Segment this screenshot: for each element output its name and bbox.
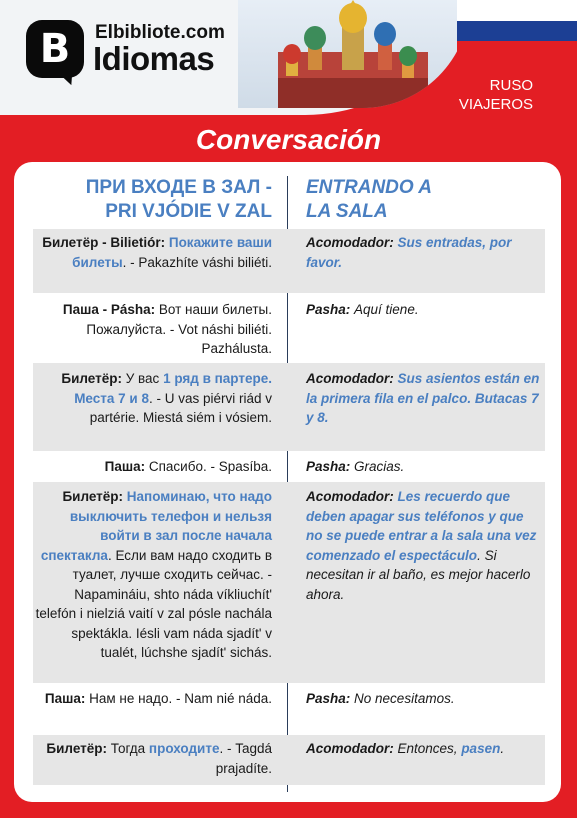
russian-line: [33, 739, 272, 778]
highlighted-phrase: Sus entradas, por favor.: [306, 235, 512, 270]
highlighted-phrase: проходите: [148, 741, 220, 756]
spanish-line: [306, 300, 540, 320]
highlighted-phrase: Напоминаю, что надо выключить телефон и нельзя войти в зал после начала спектакла: [40, 489, 272, 563]
dialogue-text: Вот наши билеты. Пожалуйста. - Vot náshi biliéti. Pazhálusta.: [86, 302, 272, 356]
speaker-name: Билетёр:: [61, 371, 126, 386]
speaker-name: Паша:: [104, 459, 149, 474]
russian-line: [33, 457, 272, 477]
moscow-cathedral-image: [238, 0, 470, 108]
dialogue-text: . Если вам надо сходить в туалет, лучше сходить сейчас. - Napamináiu, shto náda víkliuchít' telefón i nielziá vaití v zal pósle nachála spektákla. Iésli vam náda sjadít' v tualét, lúchshe sjadít' sichás.: [35, 547, 272, 660]
dialogue-text: Тогда: [110, 741, 149, 756]
speaker-name: Паша - Pásha:: [62, 302, 159, 317]
dialogue-row-3: [33, 363, 545, 451]
speaker-name: Acomodador:: [306, 489, 398, 504]
logo-speech-tail: [57, 69, 76, 88]
spanish-column-heading: [306, 176, 432, 224]
dialogue-text: Спасибо. - Spasíba.: [148, 459, 272, 474]
dialogue-text: Aquí tiene.: [354, 302, 419, 317]
brand-name: Idiomas: [93, 40, 215, 77]
russian-flag-icon: [457, 0, 577, 62]
speaker-name: Acomodador:: [306, 235, 398, 250]
speaker-name: Паша:: [44, 691, 90, 706]
logo-letter: B: [39, 26, 71, 72]
dialogue-row-6: [33, 685, 545, 733]
dialogue-row-1: [33, 229, 545, 293]
speaker-name: Acomodador:: [306, 741, 398, 756]
russian-heading-line2: PRI VJÓDIE V ZAL: [105, 201, 272, 222]
spanish-line: [306, 487, 540, 604]
russian-line: [33, 369, 272, 428]
speaker-name: Pasha:: [306, 459, 355, 474]
dialogue-row-4: [33, 453, 545, 480]
spanish-line: [306, 457, 540, 477]
speaker-name: Билетёр:: [46, 741, 111, 756]
dialogue-text: У вас: [125, 371, 164, 386]
spanish-heading-line1: ENTRANDO A: [306, 177, 432, 198]
dialogue-text: Entonces,: [397, 741, 462, 756]
header: [0, 0, 577, 120]
spanish-line: [306, 739, 540, 759]
spanish-line: [306, 233, 540, 272]
speaker-name: Acomodador:: [306, 371, 398, 386]
dialogue-row-2: [33, 295, 545, 361]
spanish-line: [306, 689, 540, 709]
dialogue-text: Нам не надо. - Nam nié náda.: [89, 691, 272, 706]
dialogue-text: . - U vas piérvi riád v partérie. Miestá siém i vósiem.: [89, 390, 272, 425]
logo-icon: [26, 20, 84, 78]
dialogue-text: . - Tagdá prajadíte.: [215, 741, 272, 776]
russian-line: [33, 689, 272, 709]
flag-stripe-white: [457, 0, 577, 21]
language-tag: RUSO: [489, 77, 533, 94]
speaker-name: Pasha:: [306, 691, 355, 706]
dialogue-row-7: [33, 735, 545, 785]
highlighted-phrase: Sus asientos están en la primera fila en el palco. Butacas 7 y 8.: [306, 371, 540, 425]
russian-line: [33, 300, 272, 359]
dialogue-row-5: [33, 482, 545, 683]
page-title: Conversación: [195, 124, 382, 155]
speaker-name: Билетёр:: [62, 489, 127, 504]
dialogue-text: No necesitamos.: [354, 691, 455, 706]
flag-stripe-red: [457, 41, 577, 62]
dialogue-text: . - Pakazhíte váshi biliéti.: [122, 254, 272, 270]
speaker-name: Pasha:: [306, 302, 355, 317]
dialogue-text: .: [500, 741, 505, 756]
russian-heading-line1: ПРИ ВХОДЕ В ЗАЛ -: [85, 177, 272, 198]
dialogue-text: . Si necesitan ir al baño, es mejor hacerlo ahora.: [306, 547, 531, 602]
highlighted-phrase: pasen: [461, 741, 501, 756]
spanish-line: [306, 369, 540, 428]
flag-stripe-blue: [457, 21, 577, 42]
highlighted-phrase: Les recuerdo que deben apagar sus teléfonos y que no se puede entrar a la sala una vez comenzado el espectáculo: [306, 489, 537, 563]
russian-line: [33, 233, 272, 272]
highlighted-phrase: Покажите ваши билеты: [72, 235, 272, 270]
site-name: Elbibliote.com: [95, 22, 225, 43]
dialogue-text: Gracias.: [354, 459, 405, 474]
spanish-heading-line2: LA SALA: [306, 201, 388, 222]
speaker-name: Билетёр - Bilietiór:: [42, 235, 169, 250]
topic-tag: VIAJEROS: [458, 96, 533, 113]
highlighted-phrase: 1 ряд в партере. Места 7 и 8: [74, 371, 272, 406]
russian-line: [33, 487, 272, 663]
russian-column-heading: [62, 176, 272, 224]
